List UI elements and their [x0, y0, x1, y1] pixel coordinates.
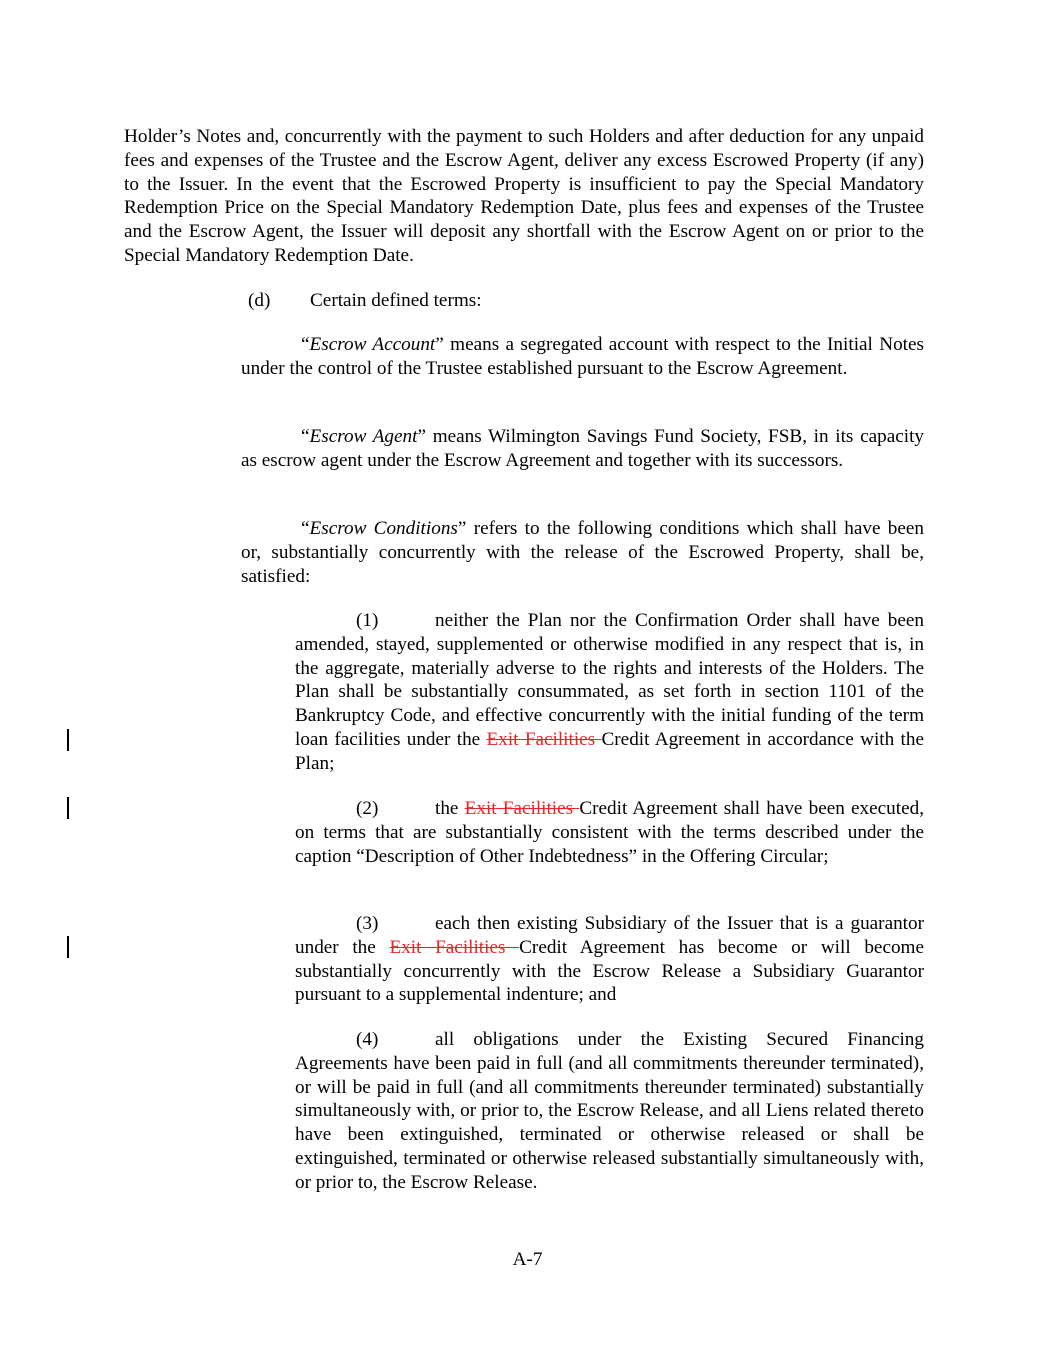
change-bar	[67, 729, 69, 751]
defined-term: Escrow Account	[309, 334, 436, 355]
condition-number: (2)	[356, 798, 379, 819]
change-bar	[67, 936, 69, 958]
condition-item-4: (4) all obligations under the Existing Secured Financing Agreements have been paid in full (and all commitments thereunder terminated), or will be paid in full (and all commitments thereunder terminated) substantially simultaneously with, or prior to, the Escrow Release, and all Liens related thereto have been extinguished, terminated or otherwise released or shall be extinguished, terminated or otherwise released substantially simultaneously with, or prior to, the Escrow Release.	[295, 1029, 924, 1193]
definition-escrow-agent: “Escrow Agent” means Wilmington Savings Fund Society, FSB, in its capacity as escrow agent under the Escrow Agreement and together with its successors.	[241, 426, 924, 471]
definition-text: means a segregated account with respect to the Initial Notes under the control of the Trustee established pursuant to the Escrow Agreement.	[241, 334, 924, 379]
definition-escrow-account: “Escrow Account” means a segregated account with respect to the Initial Notes under the control of the Trustee established pursuant to the Escrow Agreement.	[241, 334, 924, 379]
intro-paragraph	[124, 125, 924, 268]
page-number: A-7	[512, 1249, 543, 1270]
condition-number: (3)	[356, 913, 379, 934]
deleted-text: Exit Facilities	[464, 798, 580, 819]
intro-text: Holder’s Notes and, concurrently with the payment to such Holders and after deduction for any unpaid fees and expenses of the Trustee and the Escrow Agent, deliver any excess Escrowed Property (if any) to the Issuer. In the event that the Escrowed Property is insufficient to pay the Special Mandatory Redemption Price on the Special Mandatory Redemption Date, plus fees and expenses of the Trustee and the Escrow Agent, the Issuer will deposit any shortfall with the Escrow Agent on or prior to the Special Mandatory Redemption Date.	[124, 126, 924, 266]
change-bar	[67, 797, 69, 819]
definition-text: refers to the following conditions which shall have been or, substantially concurrently with the release of the Escrowed Property, shall be, satisfied:	[241, 518, 925, 587]
condition-number: (4)	[356, 1029, 379, 1050]
defined-term: Escrow Conditions	[309, 518, 458, 539]
section-d-heading	[248, 289, 648, 313]
definition-escrow-conditions: “Escrow Conditions” refers to the following conditions which shall have been or, substantially concurrently with the release of the Escrowed Property, shall be, satisfied:	[241, 518, 925, 587]
definition-text: means Wilmington Savings Fund Society, FSB, in its capacity as escrow agent under the Escrow Agreement and together with its successors.	[241, 426, 924, 471]
section-d-title: Certain defined terms:	[310, 290, 482, 311]
deleted-text: Exit Facilities	[389, 936, 520, 958]
condition-item-3: (3) each then existing Subsidiary of the Issuer that is a guarantor under the Exit Facilities Credit Agreement has become or will become substantially concurrently with the Escrow Release a Subsidiary Guarantor pursuant to a supplemental indenture; and	[295, 913, 924, 1006]
condition-number: (1)	[356, 610, 379, 631]
section-d-marker: (d)	[248, 290, 271, 311]
condition-item-1: (1) neither the Plan nor the Confirmation Order shall have been amended, stayed, supplemented or otherwise modified in any respect that is, in the aggregate, materially adverse to the rights and interests of the Holders. The Plan shall be substantially consummated, as set forth in section 1101 of the Bankruptcy Code, and effective concurrently with the initial funding of the term loan facilities under the Exit Facilities Credit Agreement in accordance with the Plan;	[295, 610, 924, 774]
defined-term: Escrow Agent	[309, 426, 418, 447]
condition-item-2: (2) the Exit Facilities Credit Agreement shall have been executed, on terms that are substantially consistent with the terms described under the caption “Description of Other Indebtedness” in the Offering Circular;	[295, 798, 924, 867]
deleted-text: Exit Facilities	[486, 728, 602, 750]
